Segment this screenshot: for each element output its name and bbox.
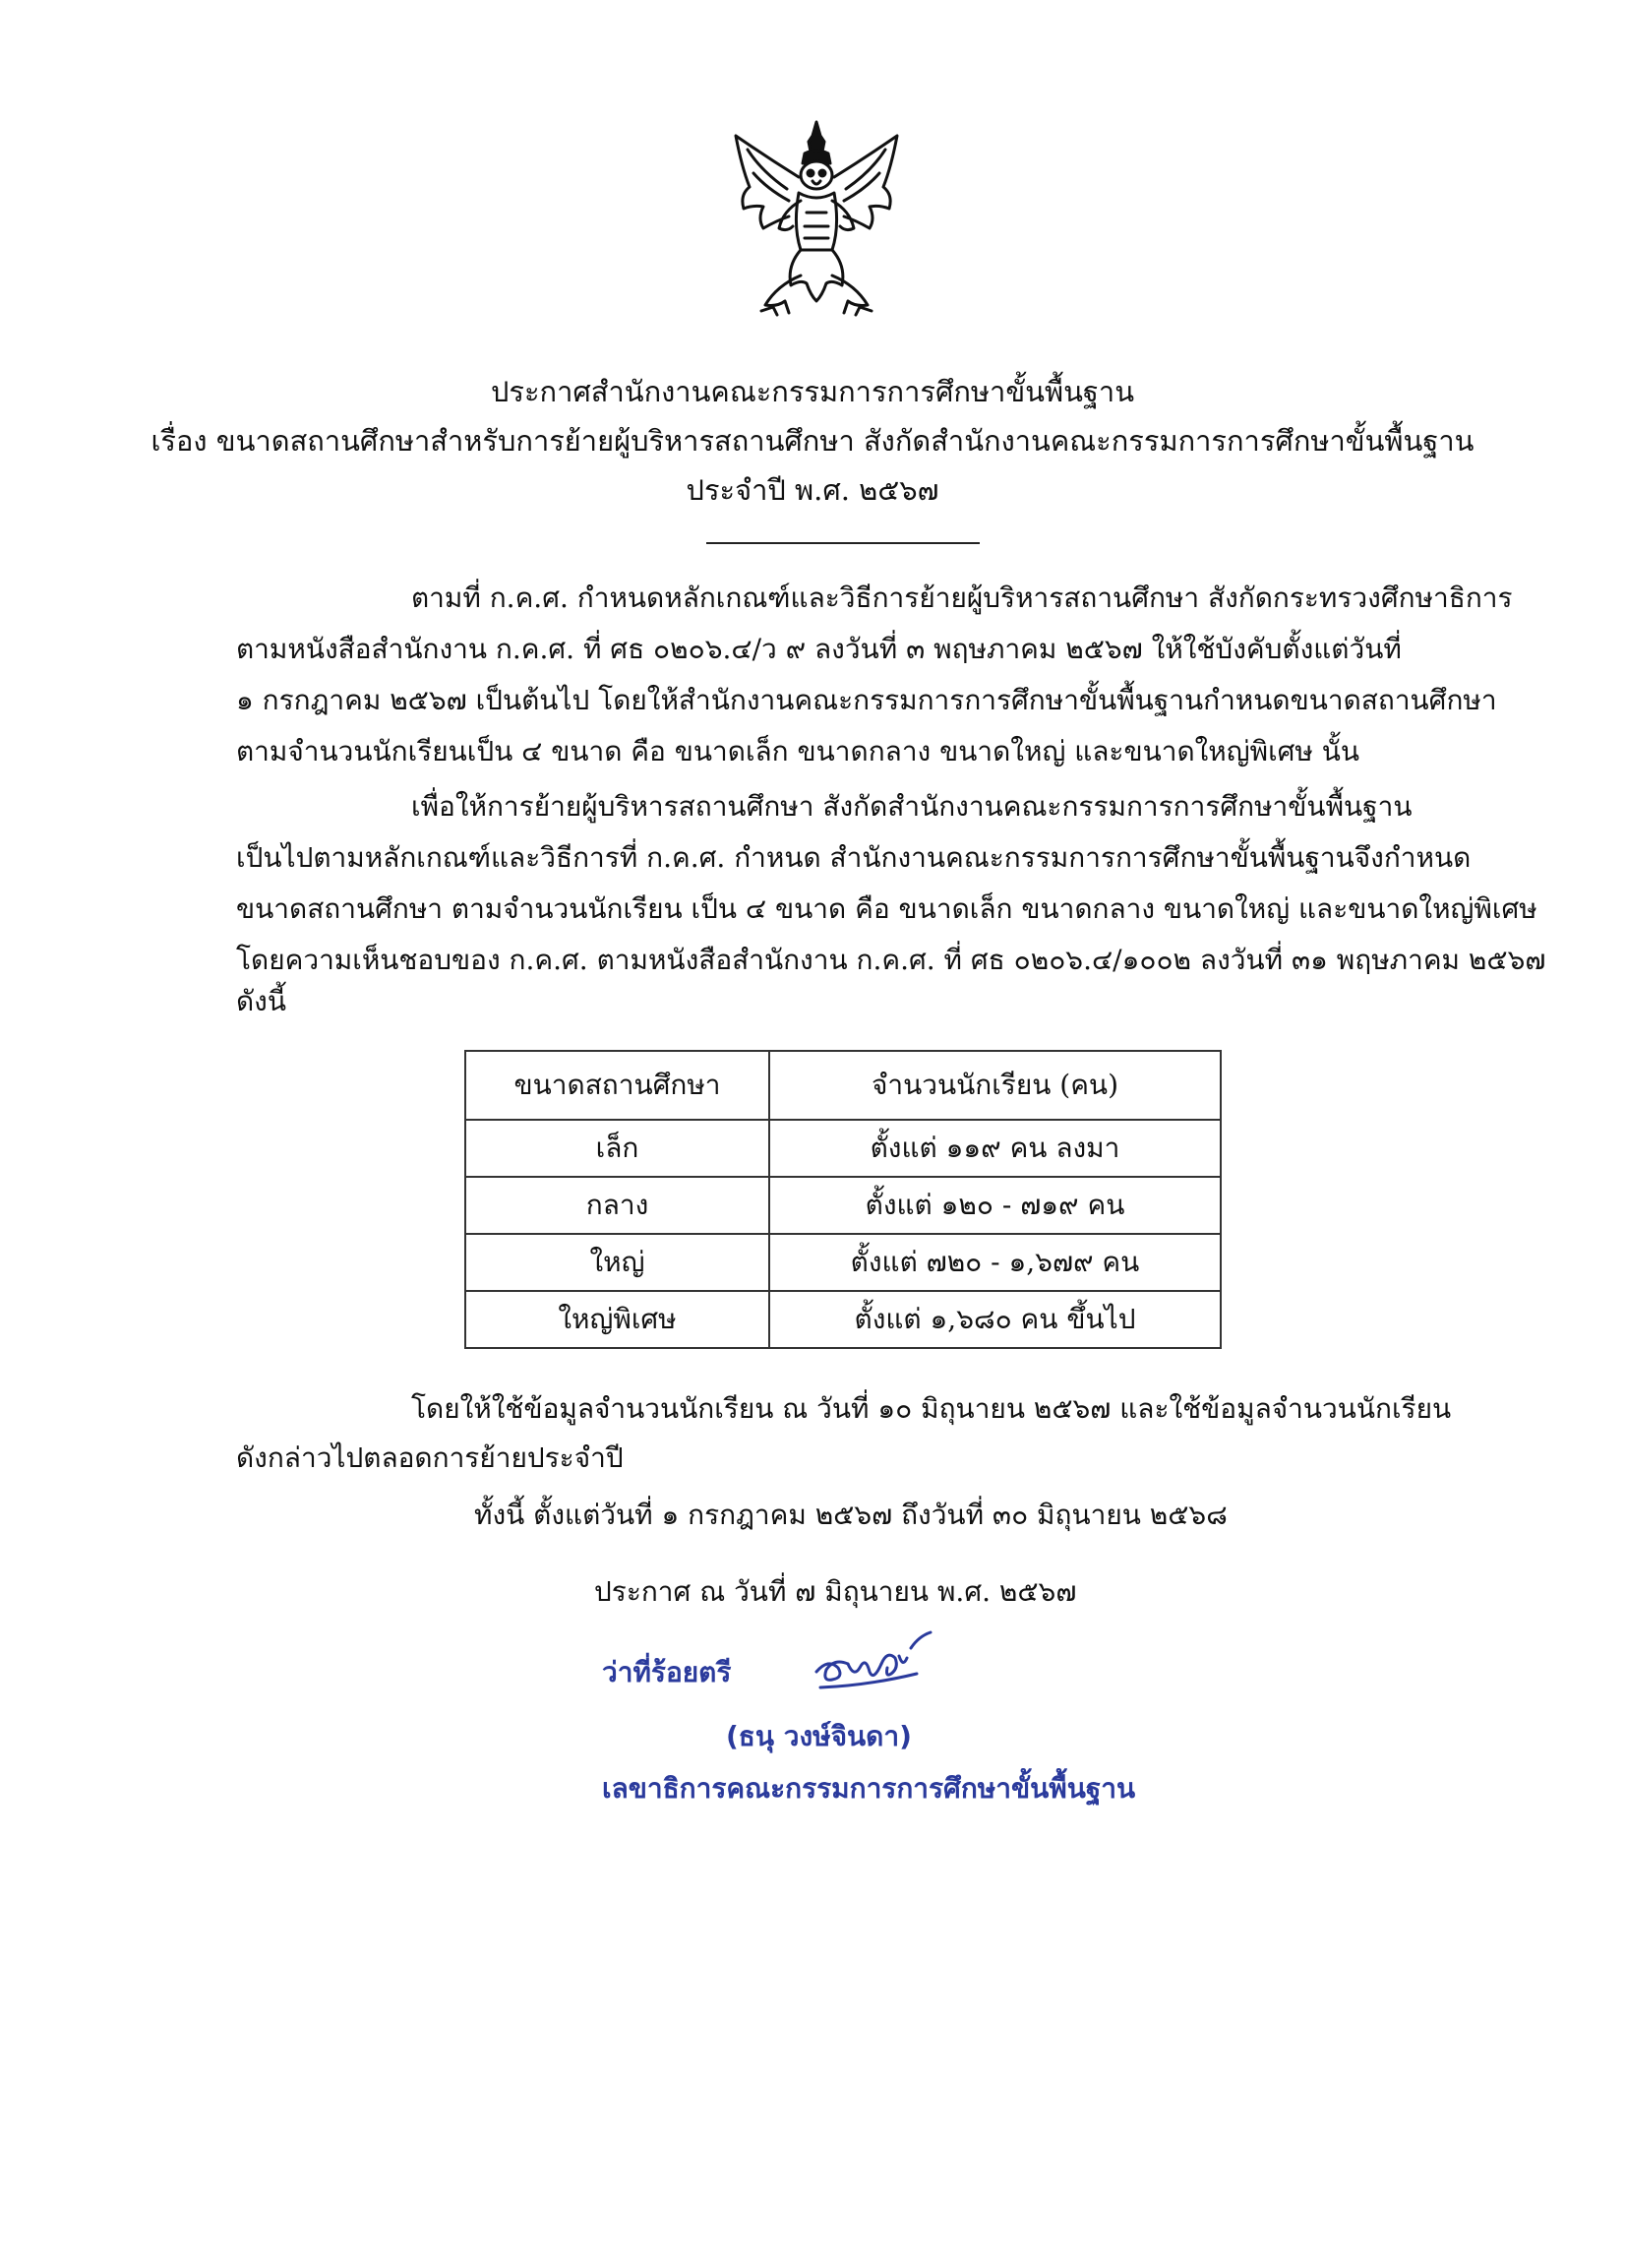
paragraph-line: เพื่อให้การย้ายผู้บริหารสถานศึกษา สังกัดสำนักงานคณะกรรมการการศึกษาขั้นพื้นฐาน [411,790,1413,823]
announcement-date: ประกาศ ณ วันที่ ๗ มิถุนายน พ.ศ. ๒๕๖๗ [594,1575,1077,1608]
count-cell: ตั้งแต่ ๑,๖๘๐ คน ขึ้นไป [769,1291,1221,1348]
announcement-subject: เรื่อง ขนาดสถานศึกษาสำหรับการย้ายผู้บริหารสถานศึกษา สังกัดสำนักงานคณะกรรมการการศึกษาขั้นพื้นฐาน [150,424,1475,458]
table-row [465,1234,1221,1291]
paragraph-line: โดยให้ใช้ข้อมูลจำนวนนักเรียน ณ วันที่ ๑๐ มิถุนายน ๒๕๖๗ และใช้ข้อมูลจำนวนนักเรียน [411,1392,1452,1425]
paragraph-line: ดังนี้ [236,985,286,1017]
paragraph-line: ดังกล่าวไปตลอดการย้ายประจำปี [236,1441,624,1474]
count-cell: ตั้งแต่ ๗๒๐ - ๑,๖๗๙ คน [769,1234,1221,1291]
paragraph-line: ตามจำนวนนักเรียนเป็น ๔ ขนาด คือ ขนาดเล็ก ขนาดกลาง ขนาดใหญ่ และขนาดใหญ่พิเศษ นั้น [236,735,1360,767]
title-underline [706,542,980,544]
school-size-table [464,1050,1222,1349]
count-cell: ตั้งแต่ ๑๒๐ - ๗๑๙ คน [769,1177,1221,1234]
size-cell: เล็ก [465,1120,769,1177]
table-row [465,1177,1221,1234]
paragraph-line: เป็นไปตามหลักเกณฑ์และวิธีการที่ ก.ค.ศ. กำหนด สำนักงานคณะกรรมการการศึกษาขั้นพื้นฐานจึงกำหนด [236,841,1472,874]
signatory-rank: ว่าที่ร้อยตรี [602,1656,732,1688]
table-row [465,1120,1221,1177]
garuda-emblem-icon [728,118,905,325]
count-cell: ตั้งแต่ ๑๑๙ คน ลงมา [769,1120,1221,1177]
size-cell: ใหญ่ [465,1234,769,1291]
paragraph-line: ขนาดสถานศึกษา ตามจำนวนนักเรียน เป็น ๔ ขนาด คือ ขนาดเล็ก ขนาดกลาง ขนาดใหญ่ และขนาดใหญ่พิเศษ [236,892,1537,925]
announcement-year: ประจำปี พ.ศ. ๒๕๖๗ [686,473,939,507]
handwritten-signature [809,1628,946,1707]
paragraph-line: ตามที่ ก.ค.ศ. กำหนดหลักเกณฑ์และวิธีการย้ายผู้บริหารสถานศึกษา สังกัดกระทรวงศึกษาธิการ [411,582,1513,614]
paragraph-line: ๑ กรกฎาคม ๒๕๖๗ เป็นต้นไป โดยให้สำนักงานคณะกรรมการการศึกษาขั้นพื้นฐานกำหนดขนาดสถานศึกษา [236,684,1497,716]
table-header-row [465,1051,1221,1120]
effective-period: ทั้งนี้ ตั้งแต่วันที่ ๑ กรกฎาคม ๒๕๖๗ ถึงวันที่ ๓๐ มิถุนายน ๒๕๖๘ [474,1499,1228,1531]
size-cell: ใหญ่พิเศษ [465,1291,769,1348]
signatory-name: (ธนุ วงษ์จินดา) [726,1720,912,1752]
table-row [465,1291,1221,1348]
signatory-position: เลขาธิการคณะกรรมการการศึกษาขั้นพื้นฐาน [602,1772,1136,1805]
paragraph-line: ตามหนังสือสำนักงาน ก.ค.ศ. ที่ ศธ ๐๒๐๖.๔/ว ๙ ลงวันที่ ๓ พฤษภาคม ๒๕๖๗ ให้ใช้บังคับตั้งแต่วันที่ [236,633,1402,665]
column-header-school-size: ขนาดสถานศึกษา [465,1051,769,1120]
column-header-student-count: จำนวนนักเรียน (คน) [769,1051,1221,1120]
announcement-title: ประกาศสำนักงานคณะกรรมการการศึกษาขั้นพื้นฐาน [490,375,1135,408]
size-cell: กลาง [465,1177,769,1234]
paragraph-line: โดยความเห็นชอบของ ก.ค.ศ. ตามหนังสือสำนักงาน ก.ค.ศ. ที่ ศธ ๐๒๐๖.๔/๑๐๐๒ ลงวันที่ ๓๑ พฤษภาคม ๒๕๖๗ [236,944,1546,976]
